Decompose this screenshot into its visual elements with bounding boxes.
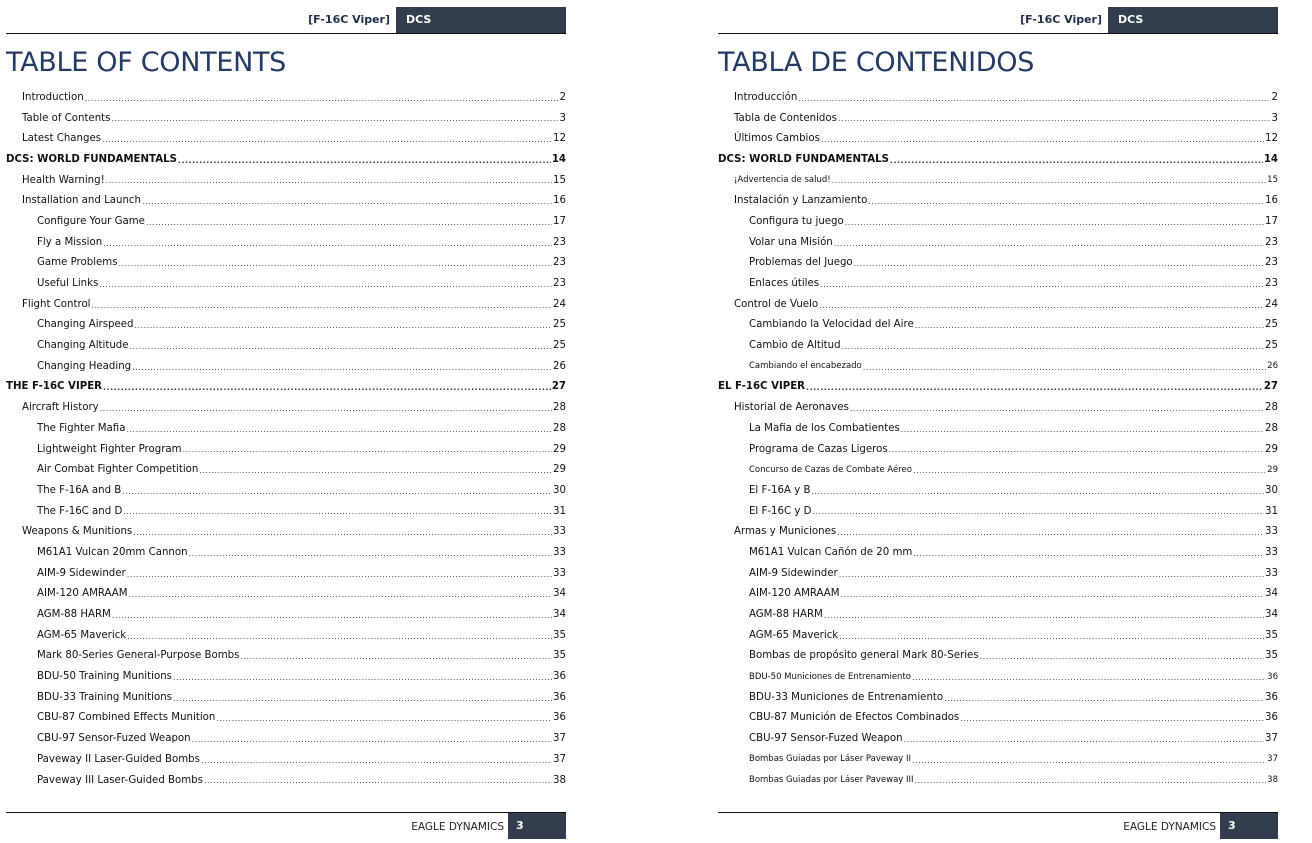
toc-entry[interactable] [718,770,1278,791]
toc-entry-title: CBU-87 Combined Effects Munition [37,712,216,724]
toc-entry[interactable] [718,459,1278,480]
toc-entry-page: 33 [1265,526,1278,538]
dot-leader [915,776,1267,790]
toc-entry-title: Cambio de Altitud [749,340,841,352]
toc-entry[interactable] [718,542,1278,563]
toc-entry-page: 14 [551,153,566,165]
toc-entry-page: 2 [559,91,566,103]
toc-entry-page: 24 [553,298,566,310]
toc-entry[interactable] [718,687,1278,708]
toc-entry[interactable] [718,273,1278,294]
dot-leader [183,445,552,459]
page-title: TABLE OF CONTENTS [6,47,287,78]
toc-entry-page: 33 [553,567,566,579]
toc-entry-title: AIM-9 Sidewinder [749,567,838,579]
toc-entry-title: Bombas Guiadas por Láser Paveway III [749,775,914,786]
toc-entry-page: 30 [553,484,566,496]
toc-entry[interactable] [6,728,566,749]
dot-leader [889,445,1264,459]
toc-entry[interactable] [6,604,566,625]
toc-entry-title: Configura tu juego [749,215,844,227]
toc-entry-title: Air Combat Fighter Competition [37,464,199,476]
toc-entry-page: 35 [553,629,566,641]
dot-leader [841,590,1264,604]
toc-entry-page: 23 [553,278,566,290]
toc-entry-title: Aircraft History [22,402,99,414]
toc-entry-title: Cambiando el encabezado [749,361,862,372]
toc-entry-title: The Fighter Mafia [37,422,126,434]
dot-leader [102,135,552,149]
footer-company: EAGLE DYNAMICS [411,821,504,833]
dot-leader [806,383,1263,397]
dot-leader [173,694,552,708]
dot-leader [92,301,553,315]
header-model: [F-16C Viper] [1020,13,1102,26]
toc-entry-title: Lightweight Fighter Program [37,443,182,455]
toc-entry[interactable] [718,584,1278,605]
dot-leader [819,301,1264,315]
toc-entry-page: 29 [1265,443,1278,455]
toc-entry-page: 37 [1267,754,1278,765]
toc-entry-title: BDU-50 Municiones de Entrenamiento [749,671,911,682]
dot-leader [980,652,1264,666]
toc-entry[interactable] [718,646,1278,667]
dot-leader [99,280,552,294]
toc-entry-page: 23 [1265,257,1278,269]
dot-leader [839,570,1264,584]
toc-entry-title: Introduction [22,91,84,103]
header-brand: DCS [1108,7,1278,33]
toc-entry-page: 35 [1265,629,1278,641]
toc-entry-title: M61A1 Vulcan Cañón de 20 mm [749,546,913,558]
toc-entry-page: 28 [1265,422,1278,434]
toc-entry-title: Flight Control [22,298,91,310]
toc-entry-title: Tabla de Contenidos [734,112,837,124]
toc-entry-title: The F-16A and B [37,484,122,496]
toc-entry[interactable] [6,128,566,149]
toc-entry-page: 17 [553,215,566,227]
dot-leader [129,590,552,604]
toc-entry[interactable] [718,253,1278,274]
toc-entry-title: AIM-120 AMRAAM [37,588,128,600]
toc-entry-page: 36 [553,671,566,683]
toc-entry-page: 33 [1265,567,1278,579]
dot-leader [216,714,552,728]
toc-entry-title: AGM-88 HARM [749,609,823,621]
toc-entry-page: 23 [1265,236,1278,248]
toc-entry[interactable] [718,190,1278,211]
dot-leader [112,611,552,625]
toc-entry-page: 34 [553,588,566,600]
dot-leader [811,487,1264,501]
toc-entry-title: AGM-88 HARM [37,609,111,621]
toc-entry[interactable] [718,294,1278,315]
toc-entry-title: CBU-87 Munición de Efectos Combinados [749,712,960,724]
toc-entry-page: 17 [1265,215,1278,227]
toc-entry-page: 16 [553,195,566,207]
toc-entry-title: ¡Advertencia de salud! [734,175,831,186]
toc-entry-page: 28 [553,422,566,434]
dot-leader [820,280,1264,294]
dot-leader [173,673,552,687]
toc-entry-page: 37 [553,733,566,745]
toc-entry-title: The F-16C and D [37,505,123,517]
toc-entry-page: 31 [553,505,566,517]
toc-entry[interactable] [6,439,566,460]
toc-entry-page: 37 [1265,733,1278,745]
toc-entry-title: Fly a Mission [37,236,103,248]
toc-entry-title: Game Problems [37,257,118,269]
toc-entry[interactable] [6,625,566,646]
dot-leader [132,363,552,377]
toc-entry[interactable] [6,480,566,501]
toc-entry-page: 33 [1265,546,1278,558]
toc-entry-title: Changing Altitude [37,340,129,352]
toc-entry[interactable] [718,128,1278,149]
toc-entry-title: Paveway II Laser-Guided Bombs [37,753,200,765]
toc-entry[interactable] [6,377,566,398]
toc-entry-page: 33 [553,546,566,558]
toc-entry-title: BDU-50 Training Munitions [37,671,172,683]
dot-leader [103,239,552,253]
toc-entry-page: 38 [553,774,566,786]
dot-leader [863,363,1266,377]
toc-entry[interactable] [718,335,1278,356]
dot-leader [798,94,1270,108]
toc-entry-title: DCS: WORLD FUNDAMENTALS [718,153,889,165]
toc-entry-page: 30 [1265,484,1278,496]
toc-entry-page: 34 [1265,609,1278,621]
toc-entry[interactable] [6,563,566,584]
toc-entry[interactable] [6,315,566,336]
toc-entry-page: 29 [553,443,566,455]
toc-entry[interactable] [718,480,1278,501]
toc-entry-page: 12 [1265,133,1278,145]
toc-entry[interactable] [6,687,566,708]
toc-entry[interactable] [718,315,1278,336]
page-header [718,7,1278,34]
toc-entry-page: 15 [1267,175,1278,186]
dot-leader [201,756,552,770]
toc-entry-page: 16 [1265,195,1278,207]
toc-entry[interactable] [6,666,566,687]
toc-entry-title: El F-16C y D [749,505,812,517]
footer-company: EAGLE DYNAMICS [1123,821,1216,833]
dot-leader [904,735,1264,749]
toc-entry-title: Enlaces útiles [749,278,820,290]
dot-leader [845,218,1264,232]
page-footer [6,812,566,839]
toc-entry[interactable] [6,521,566,542]
dot-leader [915,321,1264,335]
toc-entry-title: Bombas Guiadas por Láser Paveway II [749,754,912,765]
toc-entry-title: BDU-33 Municiones de Entrenamiento [749,691,944,703]
toc-entry[interactable] [718,625,1278,646]
toc-entry-title: El F-16A y B [749,484,811,496]
toc-entry-title: Health Warning! [22,174,105,186]
dot-leader [842,342,1264,356]
dot-leader [838,114,1271,128]
toc-entry-title: Changing Heading [37,360,132,372]
toc-entry-title: CBU-97 Sensor-Fuzed Weapon [749,733,903,745]
dot-leader [122,487,552,501]
footer-page-number: 3 [1220,813,1278,839]
toc-entry-title: Cambiando la Velocidad del Aire [749,319,914,331]
toc-entry-title: CBU-97 Sensor-Fuzed Weapon [37,733,191,745]
toc-entry-title: Paveway III Laser-Guided Bombs [37,774,203,786]
left-page [6,0,578,843]
toc-entry-page: 29 [1267,464,1278,475]
dot-leader [890,156,1263,170]
toc-entry-page: 34 [1265,588,1278,600]
toc-entry-page: 23 [553,236,566,248]
toc-entry-page: 14 [1263,153,1278,165]
toc-entry-page: 29 [553,464,566,476]
toc-entry-title: Problemas del Juego [749,257,853,269]
dot-leader [850,404,1264,418]
dot-leader [127,632,552,646]
toc-entry[interactable] [6,211,566,232]
dot-leader [913,549,1264,563]
toc-entry-page: 36 [1267,671,1278,682]
dot-leader [142,197,552,211]
toc-entry[interactable] [718,728,1278,749]
dot-leader [146,218,552,232]
toc-entry-title: AIM-120 AMRAAM [749,588,840,600]
dot-leader [868,197,1264,211]
dot-leader [839,632,1264,646]
toc-entry-title: Mark 80-Series General-Purpose Bombs [37,650,240,662]
dot-leader [133,528,552,542]
toc-entry-page: 28 [553,402,566,414]
toc-entry[interactable] [6,294,566,315]
toc-entry-title: Historial de Aeronaves [734,402,849,414]
toc-entry-page: 35 [553,650,566,662]
toc-list [6,87,566,790]
toc-entry-page: 27 [1263,381,1278,393]
toc-entry-page: 38 [1267,775,1278,786]
toc-entry-page: 35 [1265,650,1278,662]
toc-entry[interactable] [718,356,1278,377]
toc-entry-title: Weapons & Munitions [22,526,133,538]
toc-entry-page: 25 [553,319,566,331]
toc-entry-title: Control de Vuelo [734,298,819,310]
toc-entry-title: La Mafia de los Combatientes [749,422,900,434]
dot-leader [111,114,558,128]
dot-leader [127,570,552,584]
right-page [718,0,1290,843]
toc-entry-page: 25 [553,340,566,352]
dot-leader [119,259,553,273]
toc-entry-title: Instalación y Lanzamiento [734,195,868,207]
toc-entry-page: 3 [559,112,566,124]
toc-entry[interactable] [6,459,566,480]
dot-leader [85,94,559,108]
toc-entry-title: Armas y Municiones [734,526,837,538]
footer-page-number: 3 [508,813,566,839]
toc-entry-page: 23 [1265,278,1278,290]
dot-leader [960,714,1264,728]
toc-entry-page: 27 [551,381,566,393]
toc-entry-title: Changing Airspeed [37,319,134,331]
dot-leader [901,425,1264,439]
toc-entry-title: AIM-9 Sidewinder [37,567,126,579]
dot-leader [189,549,552,563]
toc-entry-title: Bombas de propósito general Mark 80-Series [749,650,979,662]
toc-entry[interactable] [718,604,1278,625]
toc-entry-page: 36 [553,691,566,703]
toc-entry[interactable] [6,397,566,418]
dot-leader [812,507,1264,521]
toc-entry-page: 12 [553,133,566,145]
toc-entry-title: Table of Contents [22,112,111,124]
dot-leader [199,466,552,480]
dot-leader [821,135,1264,149]
toc-entry[interactable] [6,501,566,522]
toc-entry-page: 37 [553,753,566,765]
toc-entry[interactable] [6,708,566,729]
dot-leader [912,756,1266,770]
header-model: [F-16C Viper] [308,13,390,26]
header-brand: DCS [396,7,566,33]
toc-entry-title: Installation and Launch [22,195,141,207]
dot-leader [837,528,1264,542]
dot-leader [135,321,553,335]
dot-leader [944,694,1264,708]
dot-leader [192,735,552,749]
toc-list [718,87,1278,790]
toc-entry-page: 3 [1271,112,1278,124]
toc-entry[interactable] [6,646,566,667]
toc-entry[interactable] [6,108,566,129]
toc-entry[interactable] [6,542,566,563]
toc-entry[interactable] [6,273,566,294]
toc-entry[interactable] [6,87,566,108]
toc-entry-title: Useful Links [37,278,99,290]
toc-entry-page: 26 [1267,361,1278,372]
toc-entry-page: 31 [1265,505,1278,517]
dot-leader [123,507,552,521]
toc-entry[interactable] [718,521,1278,542]
toc-entry[interactable] [6,418,566,439]
dot-leader [854,259,1264,273]
toc-entry-page: 34 [553,609,566,621]
toc-entry[interactable] [718,170,1278,191]
toc-entry[interactable] [6,749,566,770]
toc-entry-title: Concurso de Cazas de Combate Aéreo [749,464,912,475]
toc-entry-title: THE F-16C VIPER [6,381,102,393]
toc-entry[interactable] [6,232,566,253]
toc-entry[interactable] [6,190,566,211]
toc-entry-page: 15 [553,174,566,186]
dot-leader [100,404,552,418]
dot-leader [912,673,1266,687]
dot-leader [204,776,552,790]
toc-entry[interactable] [6,584,566,605]
toc-entry-title: Introducción [734,91,798,103]
toc-entry[interactable] [6,253,566,274]
dot-leader [178,156,551,170]
toc-entry-title: BDU-33 Training Munitions [37,691,172,703]
toc-entry-title: Configure Your Game [37,215,145,227]
toc-entry-title: AGM-65 Maverick [749,629,839,641]
toc-entry[interactable] [6,149,566,170]
toc-entry[interactable] [718,666,1278,687]
dot-leader [240,652,552,666]
page-header [6,7,566,34]
toc-entry-title: Últimos Cambios [734,133,820,145]
toc-entry-page: 36 [553,712,566,724]
toc-entry-page: 24 [1265,298,1278,310]
toc-entry[interactable] [718,501,1278,522]
toc-entry-title: DCS: WORLD FUNDAMENTALS [6,153,177,165]
toc-entry[interactable] [718,397,1278,418]
toc-entry[interactable] [718,108,1278,129]
dot-leader [103,383,551,397]
toc-entry[interactable] [6,170,566,191]
toc-entry[interactable] [718,563,1278,584]
dot-leader [832,176,1267,190]
toc-entry[interactable] [718,149,1278,170]
toc-entry-title: Latest Changes [22,133,102,145]
toc-entry[interactable] [718,749,1278,770]
toc-entry-title: Programa de Cazas Ligeros [749,443,888,455]
toc-entry-title: Volar una Misión [749,236,833,248]
dot-leader [130,342,552,356]
toc-entry-page: 26 [553,360,566,372]
page-title: TABLA DE CONTENIDOS [718,47,1035,78]
dot-leader [126,425,552,439]
page-footer [718,812,1278,839]
toc-entry[interactable] [718,211,1278,232]
toc-entry[interactable] [6,770,566,791]
toc-entry-title: M61A1 Vulcan 20mm Cannon [37,546,188,558]
toc-entry-page: 23 [553,257,566,269]
toc-entry[interactable] [718,708,1278,729]
toc-entry-page: 36 [1265,691,1278,703]
toc-entry-page: 25 [1265,340,1278,352]
toc-entry-page: 36 [1265,712,1278,724]
dot-leader [106,176,552,190]
toc-entry[interactable] [6,335,566,356]
toc-entry[interactable] [718,377,1278,398]
toc-entry[interactable] [718,418,1278,439]
toc-entry[interactable] [6,356,566,377]
toc-entry[interactable] [718,232,1278,253]
toc-entry-title: AGM-65 Maverick [37,629,127,641]
toc-entry-page: 25 [1265,319,1278,331]
toc-entry[interactable] [718,439,1278,460]
toc-entry[interactable] [718,87,1278,108]
toc-entry-title: EL F-16C VIPER [718,381,806,393]
dot-leader [824,611,1264,625]
dot-leader [834,239,1264,253]
dot-leader [913,466,1266,480]
toc-entry-page: 28 [1265,402,1278,414]
toc-entry-page: 2 [1271,91,1278,103]
toc-entry-page: 33 [553,526,566,538]
